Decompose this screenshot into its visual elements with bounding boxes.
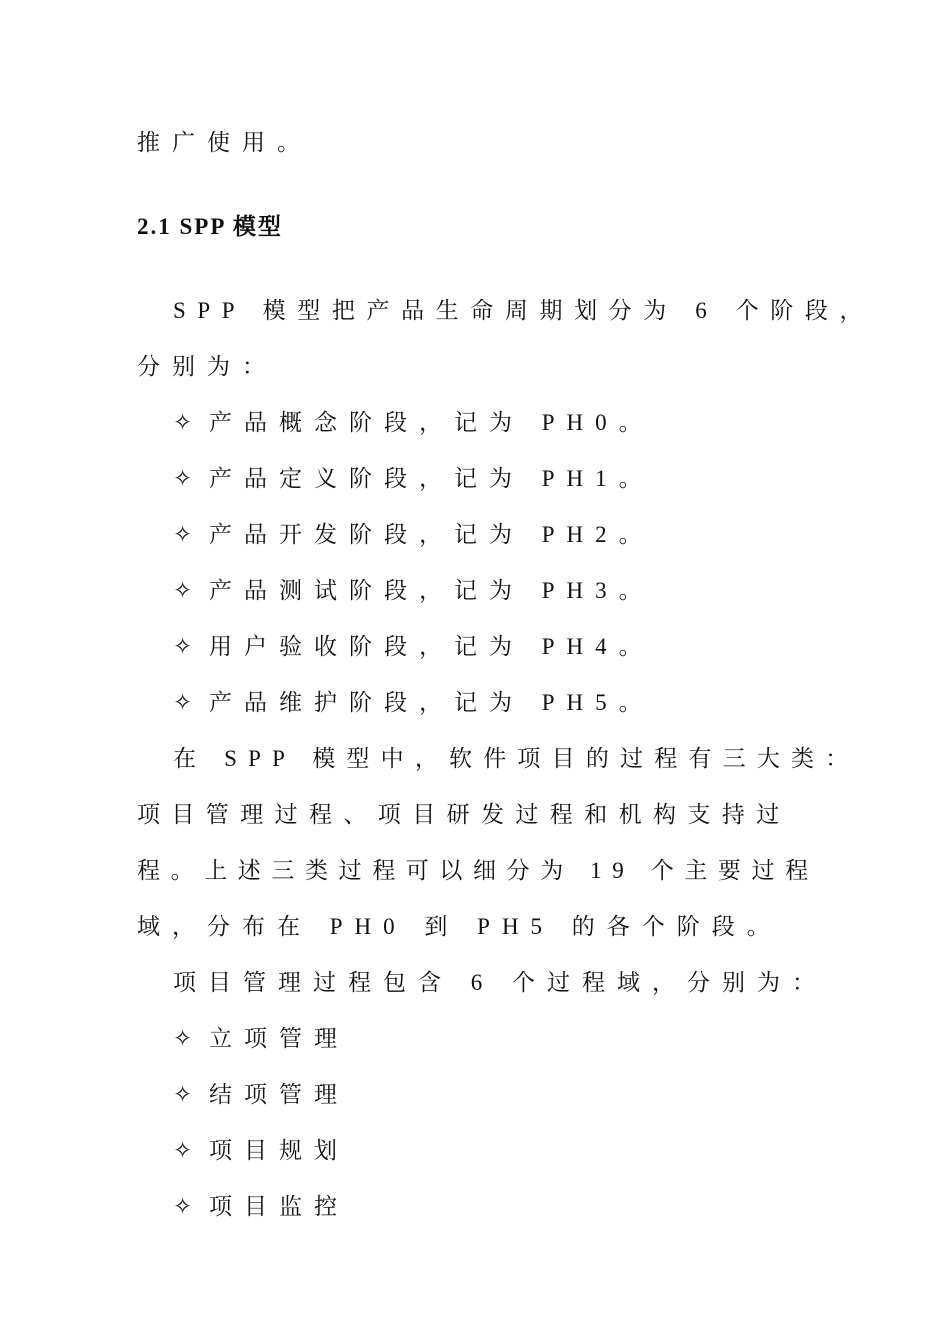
bullet-star-icon: ✧ (173, 634, 193, 659)
bullet-star-icon: ✧ (173, 578, 193, 603)
list-item-ph4 (173, 632, 654, 662)
list-item-ph2 (173, 520, 654, 550)
paragraph-line-15: 项目管理过程包含 6 个过程域，分别为： (173, 970, 827, 995)
list-item-text: 结项管理 (209, 1082, 349, 1107)
bullet-star-icon: ✧ (173, 410, 193, 435)
list-item-text: 产品开发阶段，记为 PH2。 (209, 522, 654, 547)
list-item-text: 产品概念阶段，记为 PH0。 (209, 410, 654, 435)
list-item-text: 产品测试阶段，记为 PH3。 (209, 578, 654, 603)
paragraph-line-3: SPP 模型把产品生命周期划分为 6 个阶段， (173, 298, 875, 323)
paragraph-line-1: 推广使用。 (137, 130, 312, 155)
paragraph-line-11: 在 SPP 模型中，软件项目的过程有三大类： (173, 746, 860, 771)
list-item-text: 立项管理 (209, 1026, 349, 1051)
bullet-star-icon: ✧ (173, 1082, 193, 1107)
bullet-star-icon: ✧ (173, 690, 193, 715)
list-item-text: 用户验收阶段，记为 PH4。 (209, 634, 654, 659)
paragraph-line-4: 分别为： (137, 354, 277, 379)
bullet-star-icon: ✧ (173, 522, 193, 547)
bullet-star-icon: ✧ (173, 1138, 193, 1163)
list-item-ph1 (173, 464, 654, 494)
list-item-ph3 (173, 576, 654, 606)
list-item-project-initiation (173, 1024, 349, 1054)
bullet-star-icon: ✧ (173, 1194, 193, 1219)
bullet-star-icon: ✧ (173, 1026, 193, 1051)
list-item-text: 产品维护阶段，记为 PH5。 (209, 690, 654, 715)
bullet-star-icon: ✧ (173, 466, 193, 491)
paragraph-line-13: 程。上述三类过程可以细分为 19 个主要过程 (137, 858, 819, 883)
list-item-text: 项目规划 (209, 1138, 349, 1163)
list-item-project-monitoring (173, 1192, 349, 1222)
list-item-ph5 (173, 688, 654, 718)
list-item-ph0 (173, 408, 654, 438)
list-item-project-planning (173, 1136, 349, 1166)
list-item-project-closure (173, 1080, 349, 1110)
paragraph-line-12: 项目管理过程、项目研发过程和机构支持过 (137, 802, 791, 827)
section-heading: 2.1 SPP 模型 (137, 214, 283, 239)
list-item-text: 项目监控 (209, 1194, 349, 1219)
list-item-text: 产品定义阶段，记为 PH1。 (209, 466, 654, 491)
paragraph-line-14: 域，分布在 PH0 到 PH5 的各个阶段。 (137, 914, 782, 939)
